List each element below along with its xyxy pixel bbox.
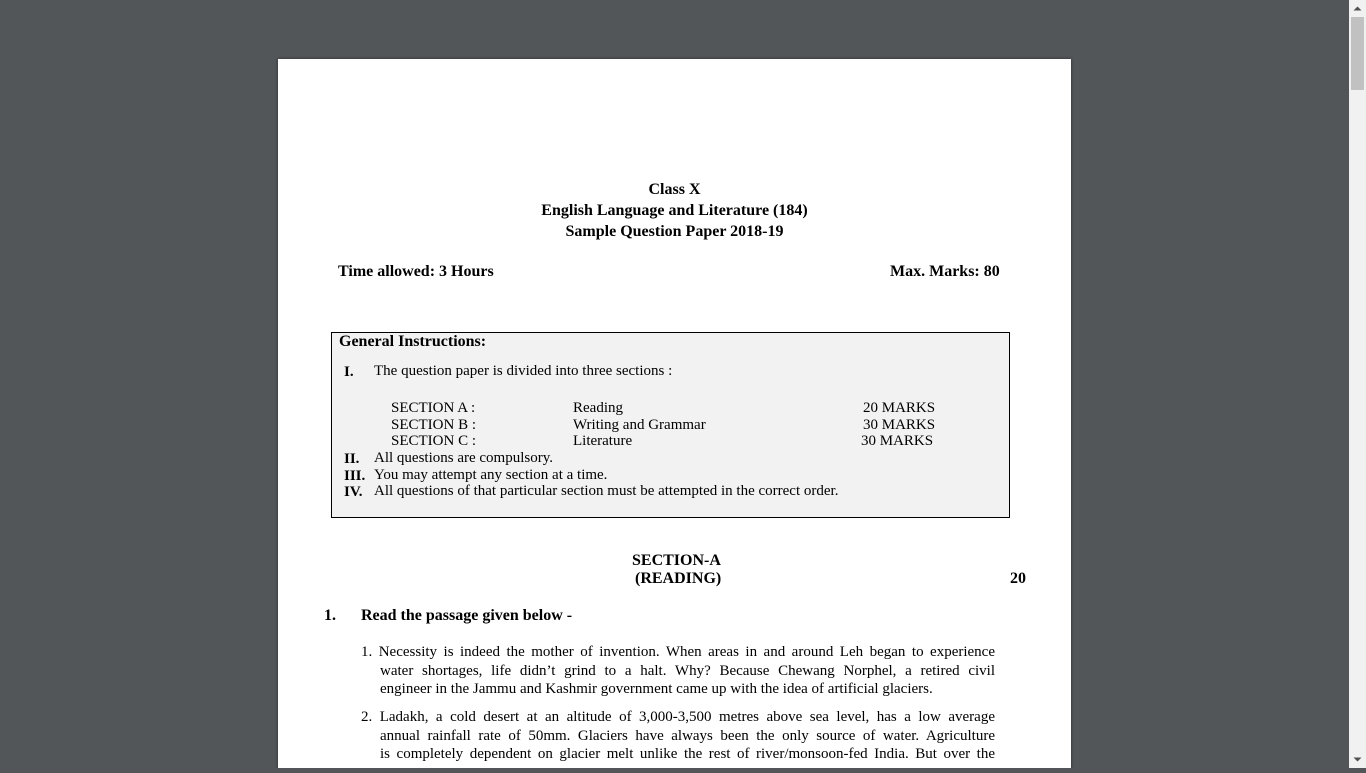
passage-line: 2. Ladakh, a cold desert at an altitude of 3,000-3,500 metres above sea level, has a low average xyxy=(361,709,995,725)
instruction-num: II. xyxy=(344,451,360,467)
passage-line: engineer in the Jammu and Kashmir government came up with the idea of artificial glaciers. xyxy=(380,681,933,697)
section-marks: 30 MARKS xyxy=(863,417,936,433)
passage-line: 1. Necessity is indeed the mother of invention. When areas in and around Leh began to experience xyxy=(361,644,995,660)
scroll-down-icon[interactable] xyxy=(1349,751,1366,768)
passage-paragraph-2 xyxy=(361,708,995,764)
section-name: Writing and Grammar xyxy=(573,417,706,433)
instructions-title: General Instructions: xyxy=(339,333,487,350)
class-title: Class X xyxy=(648,181,701,198)
passage-line: water shortages, life didn’t grind to a halt. Why? Because Chewang Norphel, a retired civil xyxy=(380,662,995,679)
instruction-text: You may attempt any section at a time. xyxy=(374,467,608,483)
instruction-num: IV. xyxy=(344,484,363,500)
passage-line: is completely dependent on glacier melt unlike the rest of river/monsoon-fed India. But over the xyxy=(380,746,995,762)
section-marks: 20 MARKS xyxy=(863,400,936,416)
instruction-text: All questions are compulsory. xyxy=(374,450,553,466)
subject-title: English Language and Literature (184) xyxy=(541,202,808,219)
section-a-subtitle: (READING) xyxy=(635,570,722,587)
section-name: Literature xyxy=(573,433,633,449)
section-label: SECTION C : xyxy=(391,433,477,449)
passage-paragraph-1 xyxy=(361,643,995,699)
question-text: Read the passage given below - xyxy=(361,607,573,624)
instruction-text: All questions of that particular section must be attempted in the correct order. xyxy=(374,483,839,499)
section-a-marks: 20 xyxy=(1010,570,1026,587)
instruction-num: III. xyxy=(344,468,366,484)
max-marks: Max. Marks: 80 xyxy=(890,263,1000,280)
general-instructions-box xyxy=(331,332,1010,518)
pdf-page xyxy=(278,59,1071,768)
instruction-num: I. xyxy=(344,364,354,380)
paper-title: Sample Question Paper 2018-19 xyxy=(565,223,784,240)
section-a-title: SECTION-A xyxy=(632,552,721,569)
section-label: SECTION B : xyxy=(391,417,477,433)
vertical-scrollbar[interactable] xyxy=(1349,0,1366,768)
passage-line: annual rainfall rate of 50mm. Glaciers have always been the only source of water. Agriculture xyxy=(380,727,995,744)
instruction-text: The question paper is divided into three sections : xyxy=(374,363,673,379)
time-allowed: Time allowed: 3 Hours xyxy=(338,263,494,280)
section-name: Reading xyxy=(573,400,623,416)
scrollbar-thumb[interactable] xyxy=(1351,17,1364,90)
scroll-up-icon[interactable] xyxy=(1349,0,1366,17)
section-label: SECTION A : xyxy=(391,400,476,416)
question-number: 1. xyxy=(324,607,336,624)
section-marks: 30 MARKS xyxy=(861,433,934,449)
